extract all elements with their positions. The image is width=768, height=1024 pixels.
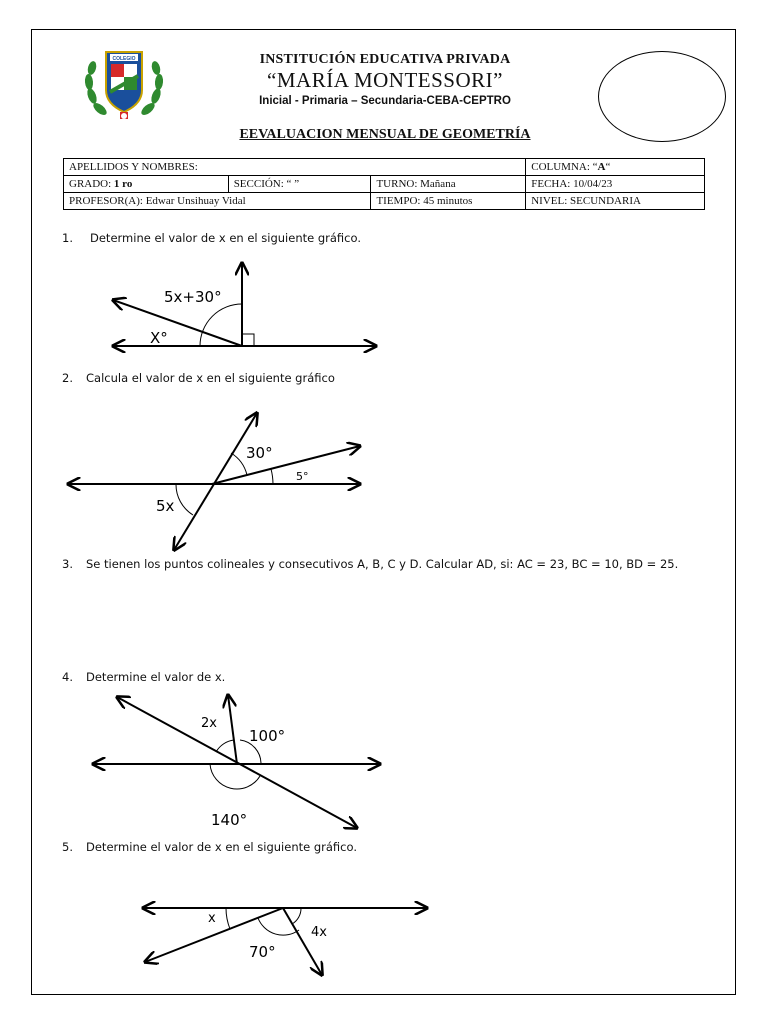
names-field[interactable]: APELLIDOS Y NOMBRES: — [64, 159, 526, 176]
figure-2 — [68, 413, 360, 550]
figure-1 — [113, 263, 376, 347]
school-levels: Inicial - Primaria – Secundaria-CEBA-CEPTRO — [259, 95, 511, 107]
fig5-bottom-angle-label: 70° — [249, 943, 276, 961]
question-5: 5. Determine el valor de x en el siguiente gráfico. — [62, 840, 357, 854]
fig2-lower-angle-label: 5x — [156, 497, 175, 515]
tiempo-cell: TIEMPO: 45 minutos — [371, 193, 526, 210]
figure-5 — [143, 908, 427, 975]
fig1-left-angle-label: X° — [150, 329, 168, 347]
seccion-field[interactable]: SECCIÓN: “ ” — [228, 176, 371, 193]
fig2-upper-angle-label: 30° — [246, 444, 273, 462]
turno-cell: TURNO: Mañana — [371, 176, 526, 193]
grado-value: 1 ro — [113, 177, 133, 190]
fig2-small-angle-label: 5° — [296, 470, 309, 483]
fig5-left-angle-label: x — [208, 911, 216, 926]
fig4-right-angle-label: 100° — [249, 727, 286, 745]
columna-cell: COLUMNA: “A“ — [526, 159, 705, 176]
question-4: 4. Determine el valor de x. — [62, 670, 226, 684]
exam-title: EEVALUACION MENSUAL DE GEOMETRÍA — [239, 127, 531, 142]
figure-4 — [93, 695, 380, 829]
fig1-top-angle-label: 5x+30° — [164, 288, 222, 306]
fig4-bottom-angle-label: 140° — [211, 811, 248, 829]
question-1: 1. Determine el valor de x en el siguiente gráfico. — [62, 231, 361, 245]
columna-value: A — [597, 160, 606, 173]
fig5-right-angle-label: 4x — [311, 925, 327, 940]
crest-text: COLEGIO — [112, 56, 136, 62]
question-3: 3. Se tienen los puntos colineales y consecutivos A, B, C y D. Calcular AD, si: AC = 23, BC = 10, BD = 25. — [62, 557, 679, 571]
grado-cell: GRADO: 1 ro — [64, 176, 229, 193]
fecha-cell: FECHA: 10/04/23 — [526, 176, 705, 193]
fig4-left-angle-label: 2x — [201, 716, 217, 731]
question-2: 2. Calcula el valor de x en el siguiente gráfico — [62, 371, 335, 385]
profesor-cell: PROFESOR(A): Edwar Unsihuay Vidal — [64, 193, 371, 210]
institution-type: INSTITUCIÓN EDUCATIVA PRIVADA — [259, 52, 511, 67]
school-name: “MARÍA MONTESSORI” — [267, 68, 503, 92]
nivel-cell: NIVEL: SECUNDARIA — [526, 193, 705, 210]
